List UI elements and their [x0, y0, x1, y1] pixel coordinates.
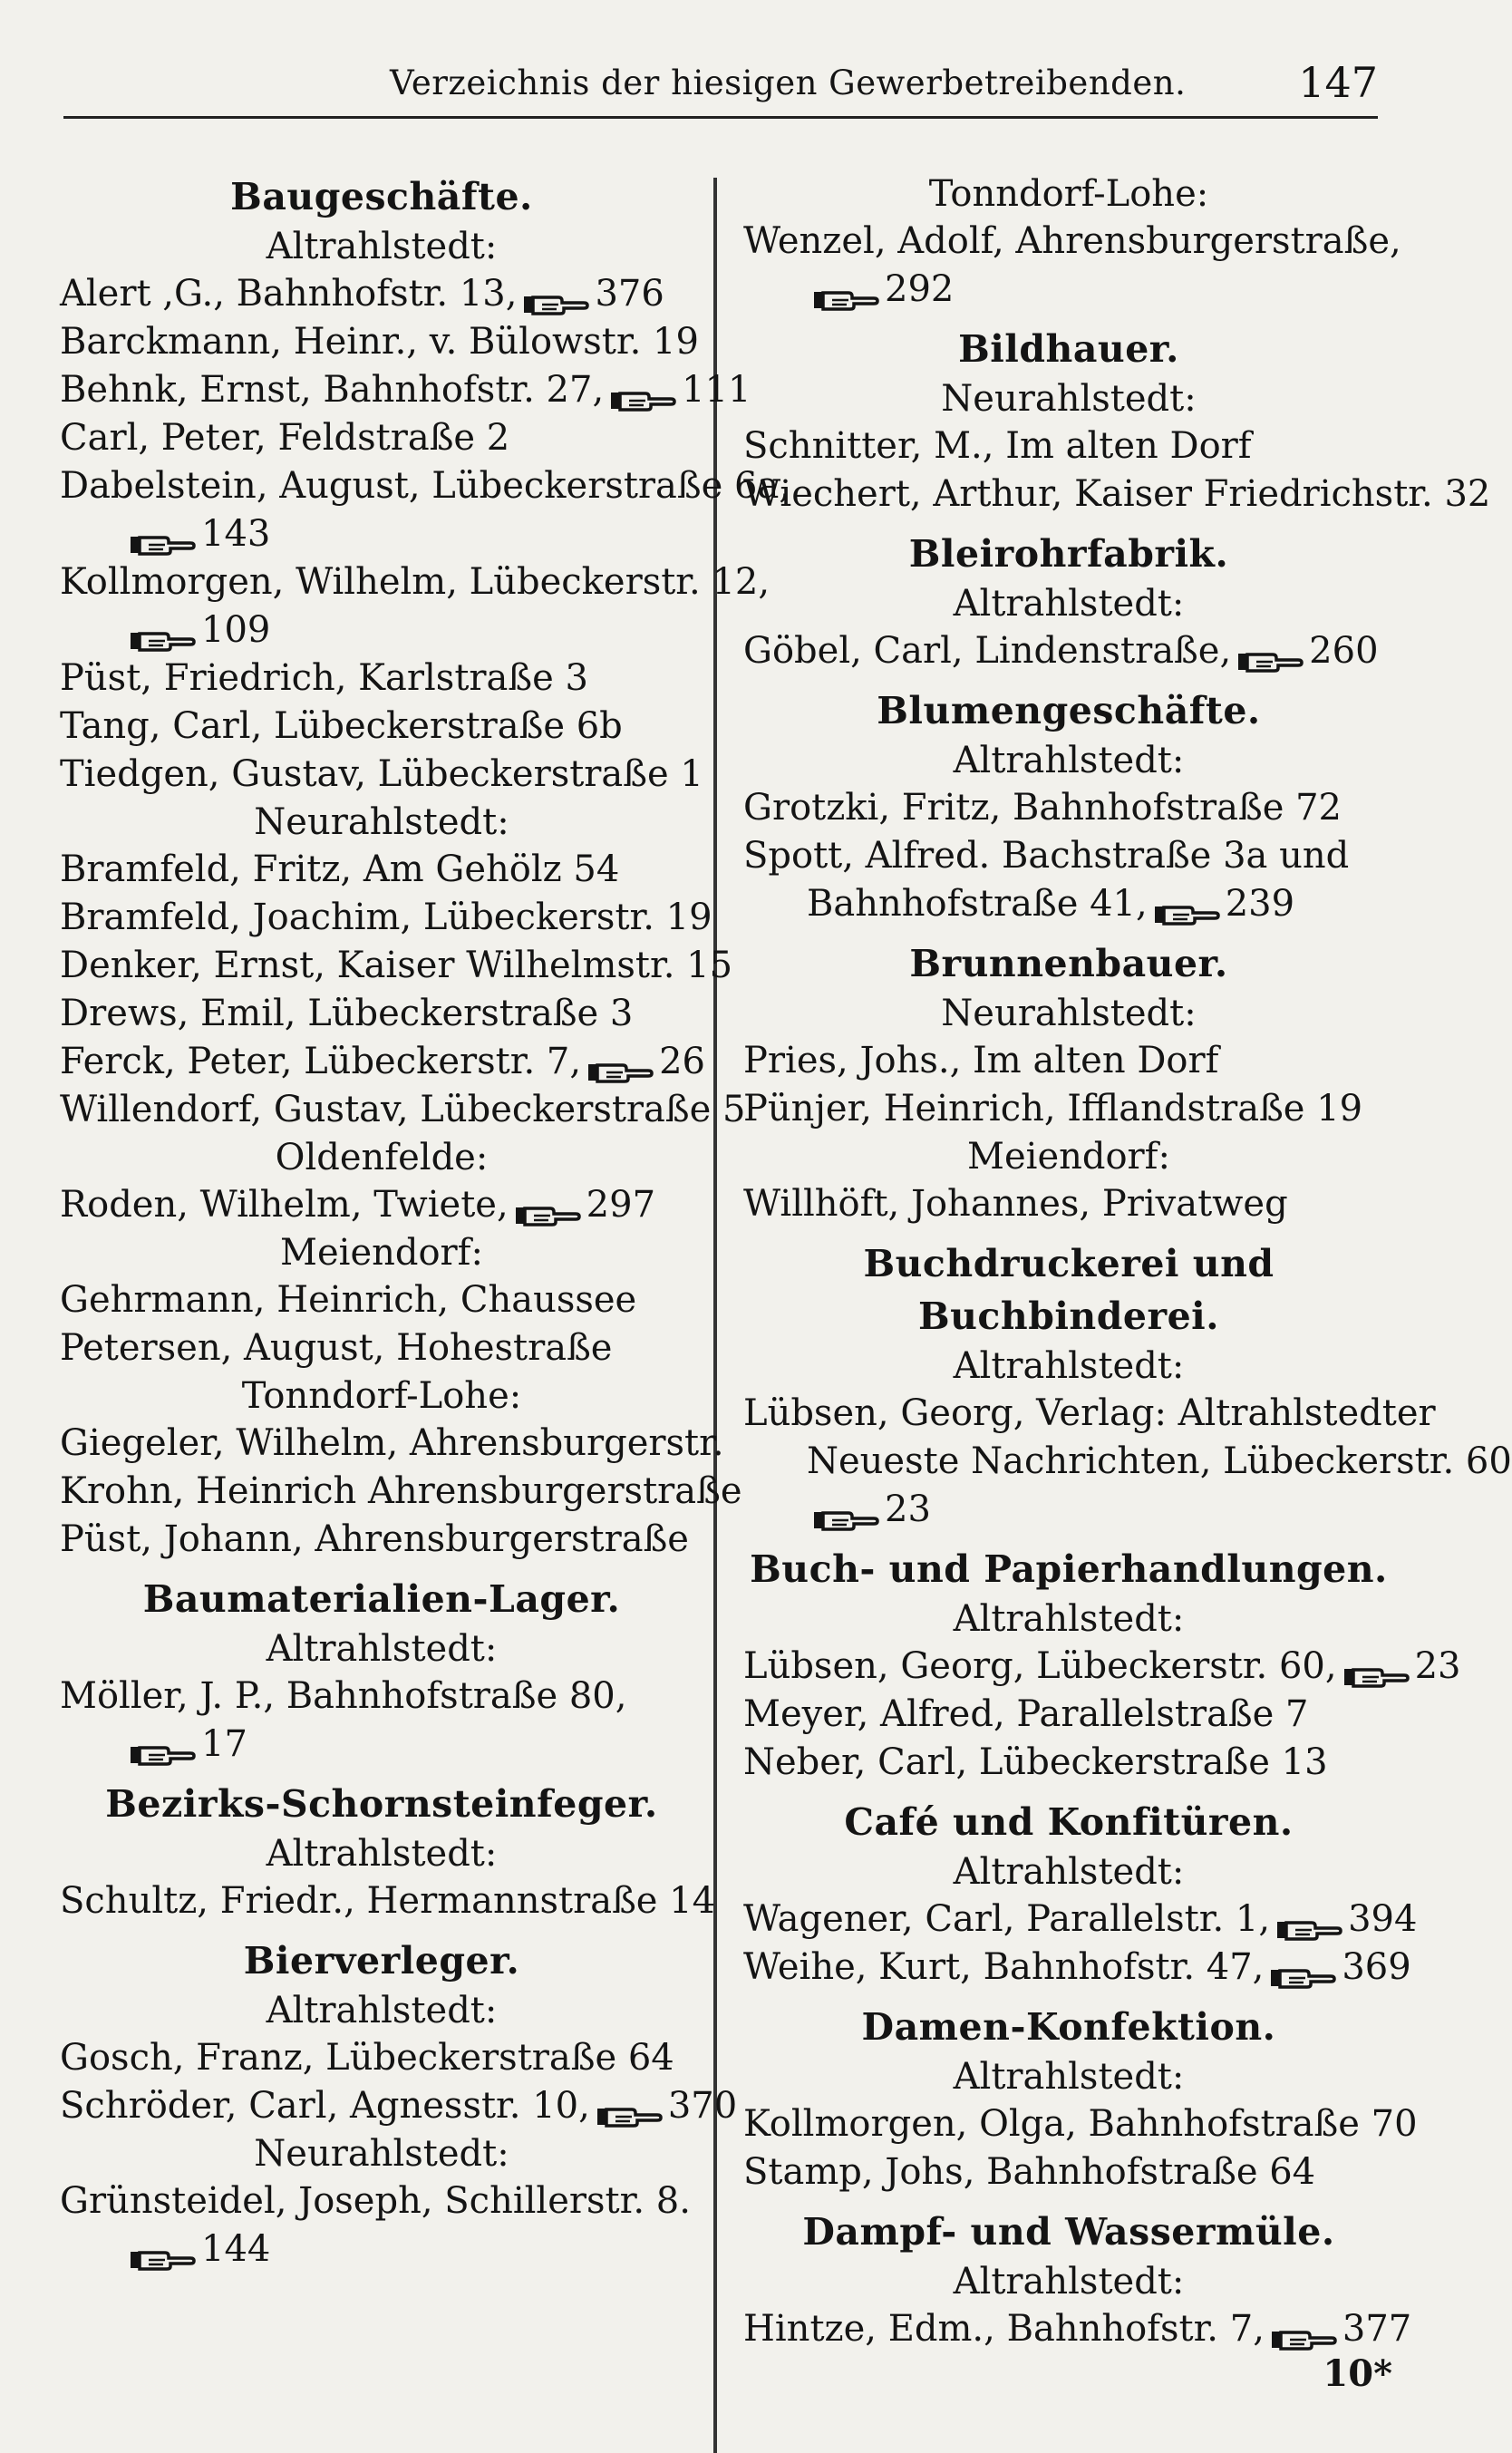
directory-section — [743, 170, 1401, 323]
section-title: Bleirohrfabrik. — [908, 532, 1229, 576]
telephone-number: 369 — [1342, 1946, 1411, 1988]
telephone-hand-icon — [609, 379, 676, 406]
directory-entry — [743, 627, 1394, 675]
entry-text: Kollmorgen, Wilhelm, Lübeckerstr. 12, — [60, 561, 771, 603]
entry-text: Meyer, Alfred, Parallelstraße 7 — [743, 1693, 1309, 1735]
directory-entry — [60, 1877, 716, 1925]
directory-section — [60, 1573, 703, 1778]
place-heading: Altrahlstedt: — [953, 2261, 1185, 2303]
directory-section — [743, 323, 1491, 528]
directory-entry — [743, 1486, 1394, 1534]
telephone-number: 23 — [1414, 1645, 1461, 1687]
entry-text: Gehrmann, Heinrich, Chaussee — [60, 1279, 637, 1321]
entry-text: Püst, Johann, Ahrensburgerstraße — [60, 1518, 689, 1560]
entry-text: Denker, Ernst, Kaiser Wilhelmstr. 15 — [60, 945, 733, 986]
place-heading: Tonndorf-Lohe: — [928, 173, 1209, 215]
directory-entry — [60, 1516, 703, 1564]
directory-entry — [60, 1420, 724, 1468]
telephone-number: 26 — [659, 1041, 705, 1082]
entry-text: Wenzel, Adolf, Ahrensburgerstraße, — [743, 220, 1401, 262]
entry-text: Lübsen, Georg, Verlag: Altrahlstedter — [743, 1392, 1436, 1434]
directory-entry — [60, 1038, 703, 1086]
directory-entry — [743, 218, 1401, 266]
telephone-hand-icon — [1153, 893, 1220, 920]
entry-text: Wiechert, Arthur, Kaiser Friedrichstr. 32 — [743, 473, 1491, 515]
telephone-number: 239 — [1225, 883, 1295, 925]
place-heading: Altrahlstedt: — [953, 2056, 1185, 2098]
left-column — [60, 170, 791, 2283]
directory-entry — [60, 1672, 703, 1721]
place-heading: Neurahlstedt: — [941, 993, 1197, 1034]
section-title: Damen-Konfektion. — [861, 2005, 1276, 2049]
page-title: Verzeichnis der hiesigen Gewerbetreibenden. — [390, 63, 1187, 102]
directory-entry — [743, 2148, 1394, 2196]
place-heading: Neurahlstedt: — [941, 378, 1197, 420]
directory-entry — [60, 654, 703, 703]
directory-entry — [60, 942, 733, 990]
directory-entry — [60, 751, 703, 799]
telephone-number: 297 — [586, 1184, 656, 1226]
section-title: Baugeschäfte. — [230, 175, 533, 218]
entry-text: Willendorf, Gustav, Lübeckerstraße 5 — [60, 1089, 746, 1130]
telephone-number: 109 — [201, 609, 271, 651]
directory-section — [60, 170, 791, 1573]
telephone-hand-icon — [812, 1498, 879, 1526]
place-heading: Altrahlstedt: — [266, 1990, 498, 2031]
directory-entry — [60, 990, 703, 1038]
entry-text: Pries, Johs., Im alten Dorf — [743, 1040, 1219, 1081]
entry-text: Schröder, Carl, Agnesstr. 10, — [60, 2085, 590, 2127]
place-heading: Meiendorf: — [967, 1136, 1170, 1178]
section-title: Baumaterialien-Lager. — [142, 1577, 621, 1621]
section-title: Bierverleger. — [243, 1939, 520, 1983]
directory-entry — [60, 462, 791, 510]
directory-entry — [743, 1438, 1512, 1486]
entry-text: Hintze, Edm., Bahnhofstr. 7, — [743, 2308, 1265, 2350]
telephone-hand-icon — [1275, 1908, 1342, 1935]
directory-entry — [743, 1037, 1394, 1085]
entry-text: Alert ,G., Bahnhofstr. 13, — [60, 273, 518, 315]
directory-entry — [60, 2034, 703, 2082]
entry-text: Gosch, Franz, Lübeckerstraße 64 — [60, 2037, 674, 2079]
place-heading: Oldenfelde: — [275, 1137, 489, 1178]
place-heading: Altrahlstedt: — [266, 1833, 498, 1875]
telephone-number: 143 — [201, 513, 271, 555]
entry-text: Barckmann, Heinr., v. Bülowstr. 19 — [60, 321, 699, 363]
section-title: Bezirks-Schornsteinfeger. — [105, 1782, 658, 1826]
directory-entry — [743, 1739, 1394, 1787]
entry-text: Grotzki, Fritz, Bahnhofstraße 72 — [743, 787, 1342, 829]
section-title: Dampf- und Wassermüle. — [802, 2210, 1335, 2254]
place-heading: Tonndorf-Lohe: — [241, 1375, 522, 1417]
directory-entry — [60, 703, 703, 751]
telephone-hand-icon — [1270, 2318, 1337, 2345]
entry-text: Weihe, Kurt, Bahnhofstr. 47, — [743, 1946, 1265, 1988]
entry-text: Kollmorgen, Olga, Bahnhofstraße 70 — [743, 2103, 1418, 2145]
place-heading: Meiendorf: — [280, 1232, 483, 1274]
section-title: Buchdruckerei und Buchbinderei. — [863, 1242, 1275, 1338]
directory-section — [60, 1934, 738, 2283]
entry-text: Möller, J. P., Bahnhofstraße 80, — [60, 1675, 627, 1717]
directory-entry — [743, 880, 1394, 928]
directory-section — [743, 2001, 1418, 2206]
directory-entry — [743, 784, 1394, 832]
section-title: Blumengeschäfte. — [877, 689, 1261, 732]
directory-section — [743, 2206, 1412, 2362]
section-title: Bildhauer. — [958, 327, 1179, 371]
directory-entry — [743, 1944, 1411, 1992]
telephone-hand-icon — [586, 1051, 654, 1078]
directory-entry — [60, 1086, 746, 1134]
directory-entry — [60, 1276, 703, 1324]
telephone-number: 370 — [667, 2085, 738, 2127]
directory-entry — [60, 894, 712, 942]
telephone-number: 376 — [595, 273, 664, 315]
entry-text: Spott, Alfred. Bachstraße 3a und — [743, 835, 1350, 877]
directory-entry — [743, 470, 1491, 519]
place-heading: Altrahlstedt: — [953, 1345, 1185, 1387]
telephone-hand-icon — [129, 2238, 196, 2265]
directory-section — [743, 684, 1394, 937]
telephone-hand-icon — [129, 523, 196, 550]
entry-text: Ferck, Peter, Lübeckerstr. 7, — [60, 1041, 582, 1082]
directory-entry — [60, 846, 703, 894]
telephone-number: 111 — [682, 369, 751, 411]
entry-text: Stamp, Johs, Bahnhofstraße 64 — [743, 2151, 1316, 2193]
directory-entry — [60, 2082, 738, 2130]
telephone-hand-icon — [514, 1194, 581, 1221]
directory-entry — [743, 832, 1394, 880]
directory-entry — [60, 1468, 742, 1516]
entry-text: Pünjer, Heinrich, Ifflandstraße 19 — [743, 1088, 1363, 1130]
section-title: Brunnenbauer. — [909, 942, 1228, 985]
entry-text: Willhöft, Johannes, Privatweg — [743, 1183, 1288, 1225]
directory-entry — [60, 2177, 703, 2225]
entry-text: Krohn, Heinrich Ahrensburgerstraße — [60, 1470, 742, 1512]
directory-entry — [743, 2305, 1412, 2353]
directory-entry — [743, 1180, 1394, 1228]
entry-text: Schultz, Friedr., Hermannstraße 14 — [60, 1880, 716, 1922]
section-title: Buch- und Papierhandlungen. — [750, 1547, 1388, 1591]
place-heading: Neurahlstedt: — [254, 2133, 509, 2175]
directory-section — [60, 1778, 716, 1934]
entry-text: Neber, Carl, Lübeckerstraße 13 — [743, 1741, 1328, 1783]
directory-entry — [60, 366, 751, 414]
entry-text: Dabelstein, August, Lübeckerstraße 6a, — [60, 465, 791, 507]
directory-entry — [743, 422, 1394, 470]
place-heading: Altrahlstedt: — [266, 226, 498, 267]
directory-entry — [60, 2225, 703, 2274]
entry-text: Püst, Friedrich, Karlstraße 3 — [60, 657, 588, 699]
telephone-number: 377 — [1342, 2308, 1412, 2350]
directory-entry — [743, 1085, 1394, 1133]
directory-section — [743, 937, 1394, 1237]
telephone-number: 260 — [1309, 630, 1379, 672]
directory-section — [743, 528, 1394, 684]
directory-section — [743, 1543, 1461, 1796]
directory-entry — [743, 1896, 1418, 1944]
place-heading: Altrahlstedt: — [953, 1851, 1185, 1893]
telephone-number: 17 — [201, 1723, 247, 1765]
telephone-number: 144 — [201, 2228, 271, 2270]
directory-entry — [743, 2100, 1418, 2148]
entry-text: Lübsen, Georg, Lübeckerstr. 60, — [743, 1645, 1337, 1687]
section-title: Café und Konfitüren. — [844, 1800, 1294, 1844]
signature-mark: 10* — [1323, 2352, 1392, 2395]
directory-entry — [60, 318, 703, 366]
directory-entry — [743, 1691, 1394, 1739]
place-heading: Altrahlstedt: — [953, 740, 1185, 781]
entry-text: Roden, Wilhelm, Twiete, — [60, 1184, 509, 1226]
entry-text: Bramfeld, Fritz, Am Gehölz 54 — [60, 848, 620, 890]
directory-entry — [743, 266, 1394, 314]
entry-text: Grünsteidel, Joseph, Schillerstr. 8. — [60, 2180, 691, 2222]
directory-entry — [60, 270, 703, 318]
entry-text: Wagener, Carl, Parallelstr. 1, — [743, 1898, 1271, 1940]
place-heading: Altrahlstedt: — [953, 583, 1185, 625]
directory-section — [743, 1796, 1418, 2001]
directory-entry — [60, 606, 703, 654]
directory-entry — [60, 414, 703, 462]
header-rule — [63, 116, 1378, 119]
telephone-hand-icon — [812, 278, 879, 305]
directory-entry — [743, 1390, 1436, 1438]
telephone-number: 23 — [885, 1488, 931, 1530]
telephone-hand-icon — [1269, 1956, 1336, 1983]
entry-text: Drews, Emil, Lübeckerstraße 3 — [60, 993, 634, 1034]
directory-entry — [60, 1324, 703, 1372]
telephone-hand-icon — [1236, 640, 1304, 667]
place-heading: Neurahlstedt: — [254, 801, 509, 843]
entry-text: Bramfeld, Joachim, Lübeckerstr. 19 — [60, 897, 712, 938]
telephone-hand-icon — [129, 619, 196, 646]
telephone-hand-icon — [1342, 1655, 1410, 1682]
entry-text: Behnk, Ernst, Bahnhofstr. 27, — [60, 369, 605, 411]
entry-text: Schnitter, M., Im alten Dorf — [743, 425, 1252, 467]
place-heading: Altrahlstedt: — [266, 1628, 498, 1670]
page-header — [63, 58, 1378, 121]
entry-text: Tiedgen, Gustav, Lübeckerstraße 1 — [60, 753, 703, 795]
entry-text: Bahnhofstraße 41, — [807, 883, 1148, 925]
directory-entry — [60, 510, 703, 558]
entry-text: Petersen, August, Hohestraße — [60, 1327, 613, 1369]
directory-entry — [743, 1643, 1461, 1691]
telephone-hand-icon — [522, 283, 589, 310]
page-number: 147 — [1298, 58, 1378, 107]
directory-entry — [60, 558, 771, 606]
entry-text: Neueste Nachrichten, Lübeckerstr. 60 — [807, 1440, 1512, 1482]
telephone-number: 394 — [1348, 1898, 1418, 1940]
entry-text: Göbel, Carl, Lindenstraße, — [743, 630, 1232, 672]
right-column — [743, 170, 1512, 2362]
entry-text: Tang, Carl, Lübeckerstraße 6b — [60, 705, 623, 747]
entry-text: Giegeler, Wilhelm, Ahrensburgerstr. — [60, 1422, 724, 1464]
directory-entry — [60, 1721, 703, 1769]
telephone-hand-icon — [129, 1733, 196, 1760]
directory-entry — [60, 1181, 703, 1229]
telephone-hand-icon — [596, 2095, 663, 2122]
directory-section — [743, 1237, 1512, 1543]
entry-text: Carl, Peter, Feldstraße 2 — [60, 417, 510, 459]
telephone-number: 292 — [885, 268, 955, 310]
place-heading: Altrahlstedt: — [953, 1598, 1185, 1640]
